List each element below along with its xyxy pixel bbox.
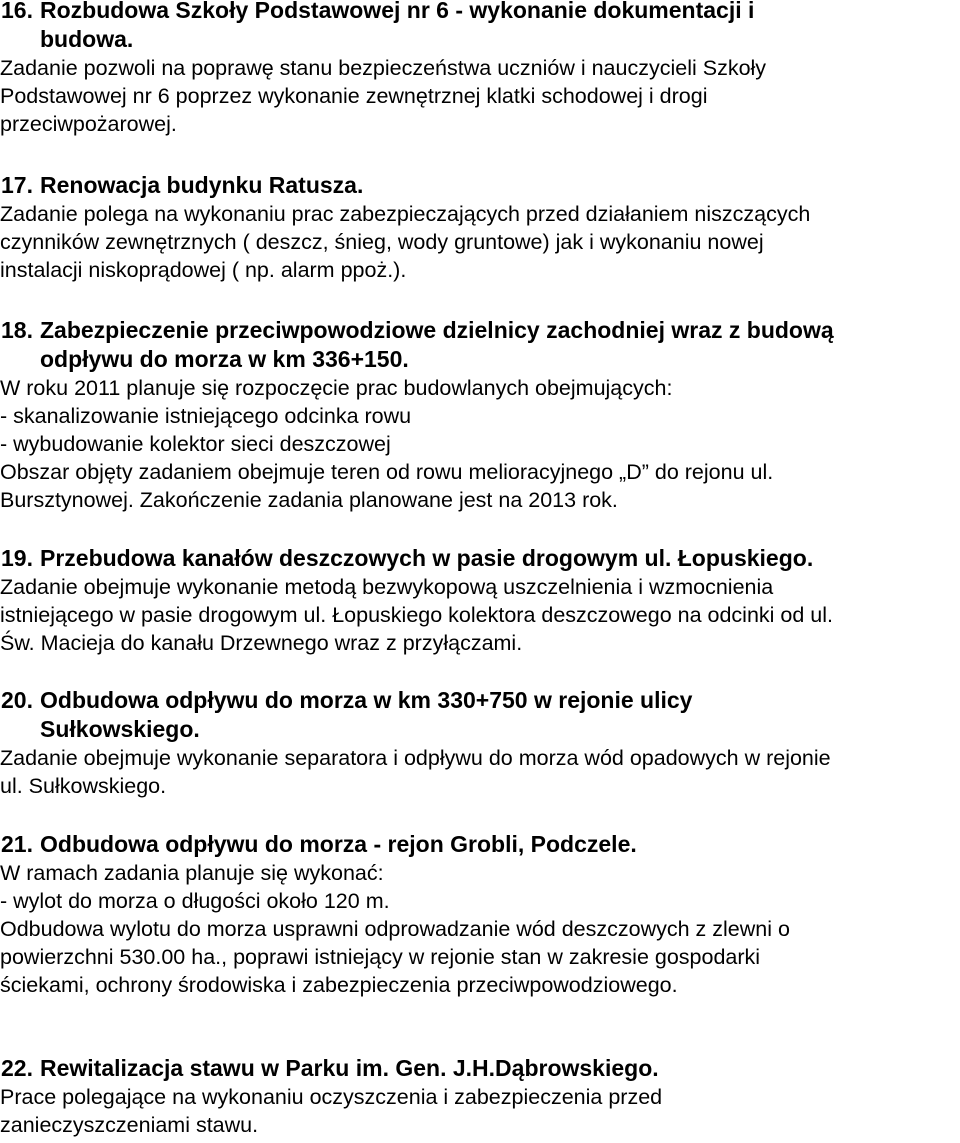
body-line: Obszar objęty zadaniem obejmuje teren od rowu melioracyjnego „D” do rejonu ul. (0, 460, 774, 484)
section-body (0, 200, 960, 284)
section-number: 21. (1, 831, 33, 857)
section-number: 18. (1, 317, 33, 343)
body-line: przeciwpożarowej. (0, 112, 177, 136)
section-number: 17. (1, 172, 33, 198)
section-number: 16. (1, 0, 33, 23)
body-line: ul. Sułkowskiego. (0, 774, 167, 798)
section-title-line: Odbudowa odpływu do morza - rejon Grobli, Podczele. (40, 831, 637, 857)
section-title-line: Rewitalizacja stawu w Parku im. Gen. J.H.Dąbrowskiego. (40, 1055, 659, 1081)
section-heading (0, 1054, 960, 1083)
section-title-line: Sułkowskiego. (40, 716, 200, 742)
section-heading (0, 686, 960, 744)
body-line: Zadanie pozwoli na poprawę stanu bezpieczeństwa uczniów i nauczycieli Szkoły (0, 56, 767, 80)
section-body (0, 1083, 960, 1139)
section-heading (0, 316, 960, 374)
section-body (0, 573, 960, 657)
section-20 (0, 686, 960, 800)
section-title-line: Zabezpieczenie przeciwpowodziowe dzielnicy zachodniej wraz z budową (40, 317, 834, 343)
body-line: W roku 2011 planuje się rozpoczęcie prac budowlanych obejmujących: (0, 376, 673, 400)
section-body (0, 374, 960, 514)
body-line: Św. Macieja do kanału Drzewnego wraz z przyłączami. (0, 631, 523, 655)
body-line: W ramach zadania planuje się wykonać: (0, 861, 384, 885)
body-line: Bursztynowej. Zakończenie zadania planowane jest na 2013 rok. (0, 488, 618, 512)
section-title-line: Rozbudowa Szkoły Podstawowej nr 6 - wykonanie dokumentacji i (40, 0, 755, 23)
body-line: Zadanie polega na wykonaniu prac zabezpieczających przed działaniem niszczących (0, 202, 811, 226)
body-line: instalacji niskoprądowej ( np. alarm ppoż.). (0, 258, 407, 282)
section-heading (0, 0, 960, 54)
section-17 (0, 171, 960, 284)
section-body (0, 744, 960, 800)
body-line: - wylot do morza o długości około 120 m. (0, 889, 390, 913)
body-line: powierzchni 530.00 ha., poprawi istniejący w rejonie stan w zakresie gospodarki (0, 945, 761, 969)
body-line: zanieczyszczeniami stawu. (0, 1113, 259, 1137)
body-line: Odbudowa wylotu do morza usprawni odprowadzanie wód deszczowych z zlewni o (0, 917, 790, 941)
section-title-line: budowa. (40, 26, 134, 52)
body-line: ściekami, ochrony środowiska i zabezpieczenia przeciwpowodziowego. (0, 973, 678, 997)
section-19 (0, 544, 960, 657)
section-heading (0, 830, 960, 859)
body-line: Zadanie obejmuje wykonanie metodą bezwykopową uszczelnienia i wzmocnienia (0, 575, 774, 599)
section-number: 22. (1, 1055, 33, 1081)
section-title-line: odpływu do morza w km 336+150. (40, 346, 409, 372)
section-21 (0, 830, 960, 999)
body-line: - wybudowanie kolektor sieci deszczowej (0, 432, 391, 456)
body-line: Zadanie obejmuje wykonanie separatora i odpływu do morza wód opadowych w rejonie (0, 746, 831, 770)
section-18 (0, 316, 960, 514)
section-heading (0, 171, 960, 200)
body-line: - skanalizowanie istniejącego odcinka rowu (0, 404, 412, 428)
section-body (0, 859, 960, 999)
body-line: Prace polegające na wykonaniu oczyszczenia i zabezpieczenia przed (0, 1085, 663, 1109)
section-22 (0, 1054, 960, 1139)
body-line: Podstawowej nr 6 poprzez wykonanie zewnętrznej klatki schodowej i drogi (0, 84, 708, 108)
body-line: istniejącego w pasie drogowym ul. Łopuskiego kolektora deszczowego na odcinki od ul. (0, 603, 834, 627)
section-heading (0, 544, 960, 573)
body-line: czynników zewnętrznych ( deszcz, śnieg, wody gruntowe) jak i wykonaniu nowej (0, 230, 764, 254)
section-body (0, 54, 960, 138)
section-title-line: Renowacja budynku Ratusza. (40, 172, 364, 198)
section-16 (0, 0, 960, 138)
section-title-line: Odbudowa odpływu do morza w km 330+750 w rejonie ulicy (40, 687, 693, 713)
section-number: 19. (1, 545, 33, 571)
section-title-line: Przebudowa kanałów deszczowych w pasie drogowym ul. Łopuskiego. (40, 545, 814, 571)
section-number: 20. (1, 687, 33, 713)
